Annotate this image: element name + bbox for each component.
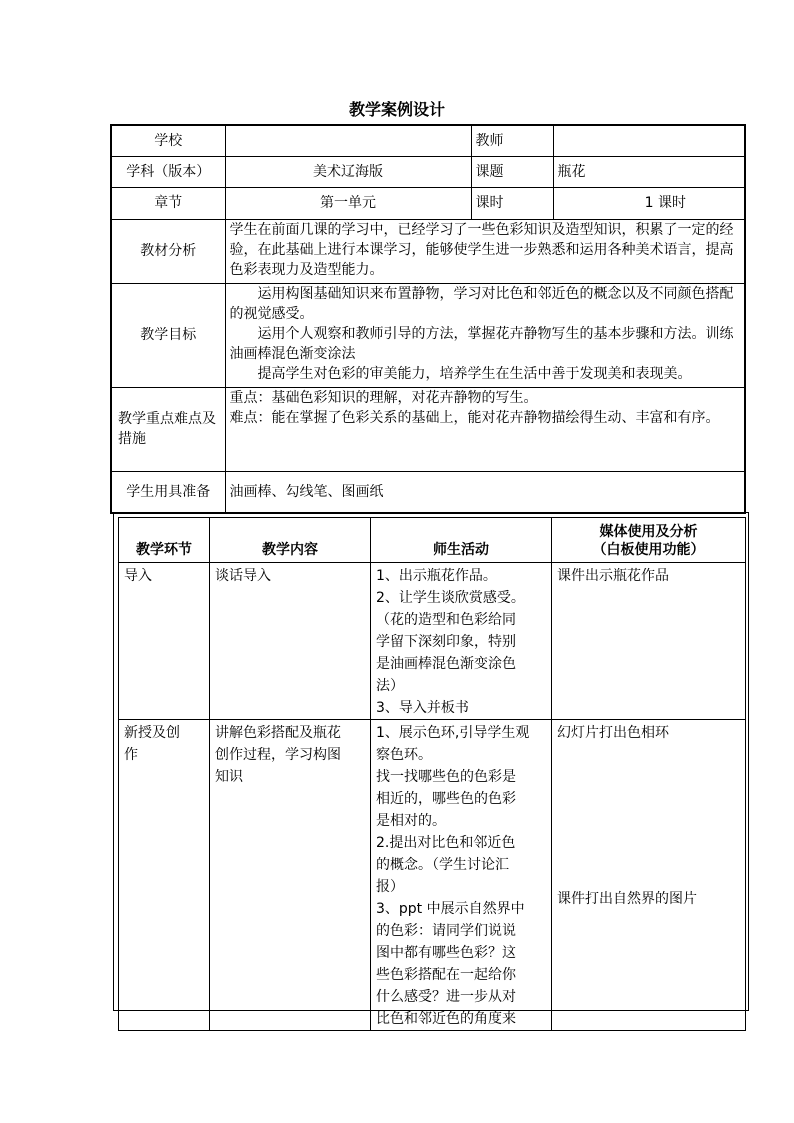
header-media-line: （白板使用功能）: [592, 542, 705, 558]
hours-value: 1 课时: [553, 187, 745, 219]
activity-line: 图中都有哪些色彩？这: [376, 945, 516, 961]
goal-item: 运用构图基础知识来布置静物，学习对比色和邻近色的概念以及不同颜色搭配的视觉感受。: [229, 285, 734, 322]
activity-line: 的概念。（学生讨论汇: [376, 857, 509, 873]
table-row: [119, 720, 746, 1031]
activity-line: 法）: [376, 678, 404, 694]
keypoint-item: 难点：能在掌握了色彩关系的基础上，能对花卉静物描绘得生动、丰富和有序。: [229, 409, 720, 426]
media-line: 课件出示瓶花作品: [557, 568, 669, 584]
row-chapter: [111, 187, 745, 219]
keypoint-item: 重点：基础色彩知识的理解，对花卉静物的写生。: [229, 389, 538, 406]
activity-line: 3、ppt 中展示自然界中: [376, 901, 525, 917]
teacher-label: 教师: [471, 125, 553, 156]
media-line: 课件打出自然界的图片: [557, 891, 697, 907]
content-cell: [210, 563, 371, 720]
subject-label: 学科（版本）: [111, 156, 225, 187]
activity-line: 什么感受？进一步从对: [376, 989, 516, 1005]
school-value: [225, 125, 471, 156]
subject-value: 美术辽海版: [225, 156, 471, 187]
header-activities: 师生活动: [371, 518, 552, 563]
school-label: 学校: [111, 125, 225, 156]
stage-cell: [119, 563, 210, 720]
stage-cell: [119, 720, 210, 1031]
activity-line: 察色环。: [376, 747, 432, 763]
activities-cell: [371, 563, 552, 720]
activity-line: 比色和邻近色的角度来: [376, 1011, 516, 1027]
activity-line: 报）: [376, 879, 404, 895]
row-goals: [111, 283, 745, 387]
header-media: [552, 518, 746, 563]
goals-label: 教学目标: [111, 283, 225, 387]
teacher-value: [553, 125, 745, 156]
goal-item: 提高学生对色彩的审美能力，培养学生在生活中善于发现美和表现美。: [257, 365, 692, 382]
header-stage: 教学环节: [119, 518, 210, 563]
activity-line: 1、出示瓶花作品。: [376, 568, 497, 584]
content-line: 创作过程，学习构图: [215, 747, 341, 763]
keypoints-text: [225, 387, 745, 471]
activity-line: 的色彩：请同学们说说: [376, 923, 516, 939]
content-line: 谈话导入: [215, 568, 271, 584]
flow-table: [118, 517, 746, 1031]
flow-header-row: [119, 518, 746, 563]
goal-item: 运用个人观察和教师引导的方法，掌握花卉静物写生的基本步骤和方法。训练油画棒混色渐变涂法: [229, 325, 734, 362]
activity-line: 学留下深刻印象，特别: [376, 634, 516, 650]
analysis-label: 教材分析: [111, 219, 225, 283]
topic-label: 课题: [471, 156, 553, 187]
activity-line: 找一找哪些色的色彩是: [376, 769, 516, 785]
media-cell: [552, 720, 746, 1031]
activity-line: 2.提出对比色和邻近色: [376, 835, 516, 851]
activity-line: 相近的，哪些色的色彩: [376, 791, 516, 807]
page-title: 教学案例设计: [348, 100, 445, 119]
row-school: [111, 125, 745, 156]
activity-line: 1、展示色环,引导学生观: [376, 725, 530, 741]
analysis-text: 学生在前面几课的学习中，已经学习了一些色彩知识及造型知识，积累了一定的经验，在此基础上进行本课学习，能够使学生进一步熟悉和运用各种美术语言，提高色彩表现力及造型能力。: [225, 219, 745, 283]
stage-line: 作: [124, 747, 138, 763]
stage-line: 导入: [124, 568, 152, 584]
activity-line: 3、导入并板书: [376, 700, 469, 716]
activity-line: 是相对的。: [376, 813, 446, 829]
row-analysis: [111, 219, 745, 283]
chapter-value: 第一单元: [225, 187, 471, 219]
activity-line: 是油画棒混色渐变涂色: [376, 656, 516, 672]
goals-text: [225, 283, 745, 387]
tools-value: 油画棒、勾线笔、图画纸: [225, 471, 745, 513]
topic-value: 瓶花: [553, 156, 745, 187]
keypoints-label: 教学重点难点及措施: [111, 387, 225, 471]
content-line: 讲解色彩搭配及瓶花: [215, 725, 341, 741]
chapter-label: 章节: [111, 187, 225, 219]
tools-label: 学生用具准备: [111, 471, 225, 513]
content-line: 知识: [215, 769, 243, 785]
activity-line: 2、让学生谈欣赏感受。: [376, 590, 525, 606]
row-subject: [111, 156, 745, 187]
header-content: 教学内容: [210, 518, 371, 563]
stage-line: 新授及创: [124, 725, 180, 741]
content-cell: [210, 720, 371, 1031]
activity-line: 些色彩搭配在一起给你: [376, 967, 516, 983]
media-cell: [552, 563, 746, 720]
header-media-line: 媒体使用及分析: [599, 524, 698, 540]
info-table: [110, 124, 746, 514]
flow-frame: [113, 512, 749, 1027]
table-row: [119, 563, 746, 720]
media-line: 幻灯片打出色相环: [557, 725, 669, 741]
row-tools: [111, 471, 745, 513]
hours-label: 课时: [471, 187, 553, 219]
activities-cell: [371, 720, 552, 1031]
row-keypoints: [111, 387, 745, 471]
activity-line: （花的造型和色彩给同: [376, 612, 516, 628]
